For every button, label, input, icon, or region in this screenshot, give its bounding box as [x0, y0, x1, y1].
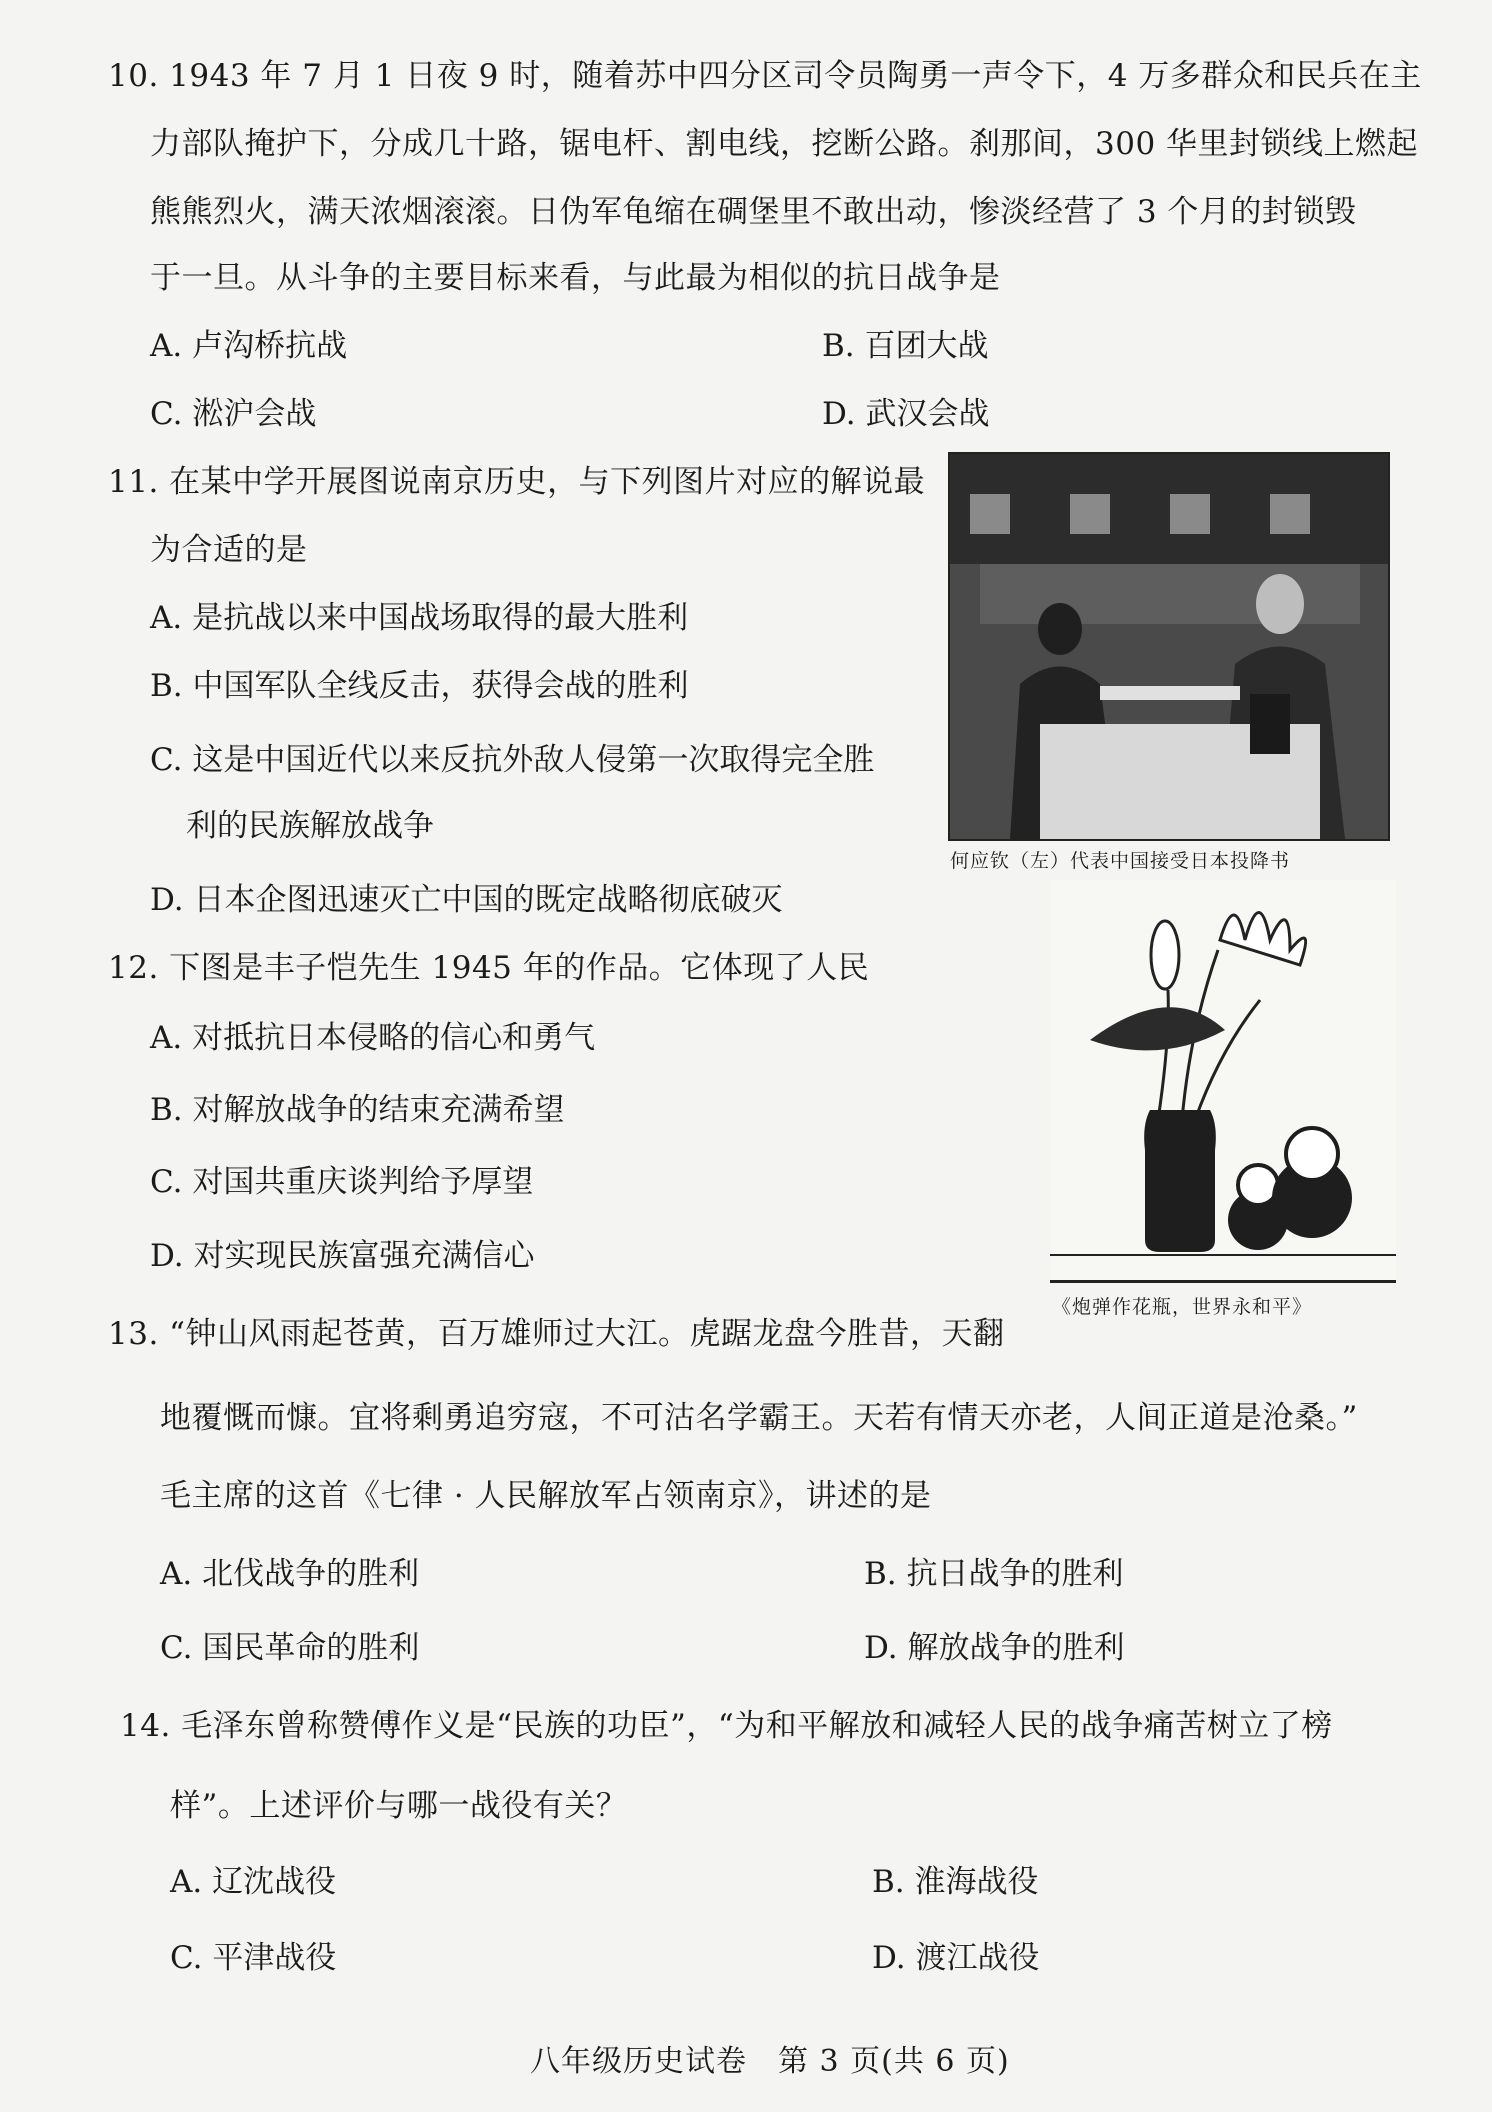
q14-option-b[interactable]: B. 淮海战役	[872, 1864, 1039, 1900]
q10-option-a[interactable]: A. 卢沟桥抗战	[150, 328, 348, 364]
feng-zikai-painting	[1050, 880, 1396, 1283]
q13-option-b[interactable]: B. 抗日战争的胜利	[864, 1556, 1124, 1592]
painting-caption: 《炮弹作花瓶，世界永和平》	[1052, 1296, 1313, 1318]
q10-line-2: 力部队掩护下，分成几十路，锯电杆、割电线，挖断公路。刹那间，300 华里封锁线上燃起	[150, 126, 1419, 162]
q10-option-c[interactable]: C. 淞沪会战	[150, 396, 317, 432]
q13-option-a[interactable]: A. 北伐战争的胜利	[160, 1556, 420, 1592]
q11-option-b[interactable]: B. 中国军队全线反击，获得会战的胜利	[150, 668, 689, 704]
q10-option-b[interactable]: B. 百团大战	[822, 328, 989, 364]
q14-line-2: 样”。上述评价与哪一战役有关？	[170, 1788, 628, 1824]
q13-line-3: 毛主席的这首《七律 · 人民解放军占领南京》，讲述的是	[160, 1478, 932, 1514]
q13-line-1: 13. “钟山风雨起苍黄，百万雄师过大江。虎踞龙盘今胜昔，天翻	[108, 1316, 1005, 1352]
q10-line-3: 熊熊烈火，满天浓烟滚滚。日伪军龟缩在碉堡里不敢出动，惨淡经营了 3 个月的封锁毁	[150, 194, 1357, 230]
q10-line-1: 10. 1943 年 7 月 1 日夜 9 时，随着苏中四分区司令员陶勇一声令下，4 万多群众和民兵在主	[108, 58, 1422, 94]
q14-line-1: 14. 毛泽东曾称赞傅作义是“民族的功臣”，“为和平解放和减轻人民的战争痛苦树立了榜	[120, 1708, 1333, 1744]
q12-option-b[interactable]: B. 对解放战争的结束充满希望	[150, 1092, 565, 1128]
q13-option-d[interactable]: D. 解放战争的胜利	[864, 1630, 1125, 1666]
q14-option-c[interactable]: C. 平津战役	[170, 1940, 337, 1976]
q14-option-d[interactable]: D. 渡江战役	[872, 1940, 1040, 1976]
q13-line-2: 地覆慨而慷。宜将剩勇追穷寇，不可沽名学霸王。天若有情天亦老，人间正道是沧桑。”	[160, 1400, 1358, 1436]
page-footer: 八年级历史试卷 第 3 页(共 6 页)	[530, 2044, 1010, 2079]
q11-option-c-cont: 利的民族解放战争	[186, 808, 434, 844]
q11-line-1: 11. 在某中学开展图说南京历史，与下列图片对应的解说最	[108, 464, 926, 500]
photo-caption: 何应钦（左）代表中国接受日本投降书	[950, 850, 1291, 872]
q12-option-c[interactable]: C. 对国共重庆谈判给予厚望	[150, 1164, 534, 1200]
q11-option-d[interactable]: D. 日本企图迅速灭亡中国的既定战略彻底破灭	[150, 882, 783, 918]
q11-line-2: 为合适的是	[150, 532, 308, 568]
q10-option-d[interactable]: D. 武汉会战	[822, 396, 990, 432]
q11-option-a[interactable]: A. 是抗战以来中国战场取得的最大胜利	[150, 600, 689, 636]
q11-option-c[interactable]: C. 这是中国近代以来反抗外敌人侵第一次取得完全胜	[150, 742, 875, 778]
q12-stem: 12. 下图是丰子恺先生 1945 年的作品。它体现了人民	[108, 950, 870, 986]
q12-option-d[interactable]: D. 对实现民族富强充满信心	[150, 1238, 535, 1274]
q13-option-c[interactable]: C. 国民革命的胜利	[160, 1630, 420, 1666]
q14-option-a[interactable]: A. 辽沈战役	[170, 1864, 337, 1900]
q12-option-a[interactable]: A. 对抵抗日本侵略的信心和勇气	[150, 1020, 596, 1056]
surrender-ceremony-photo	[948, 452, 1390, 841]
q10-line-4: 于一旦。从斗争的主要目标来看，与此最为相似的抗日战争是	[150, 260, 1001, 296]
